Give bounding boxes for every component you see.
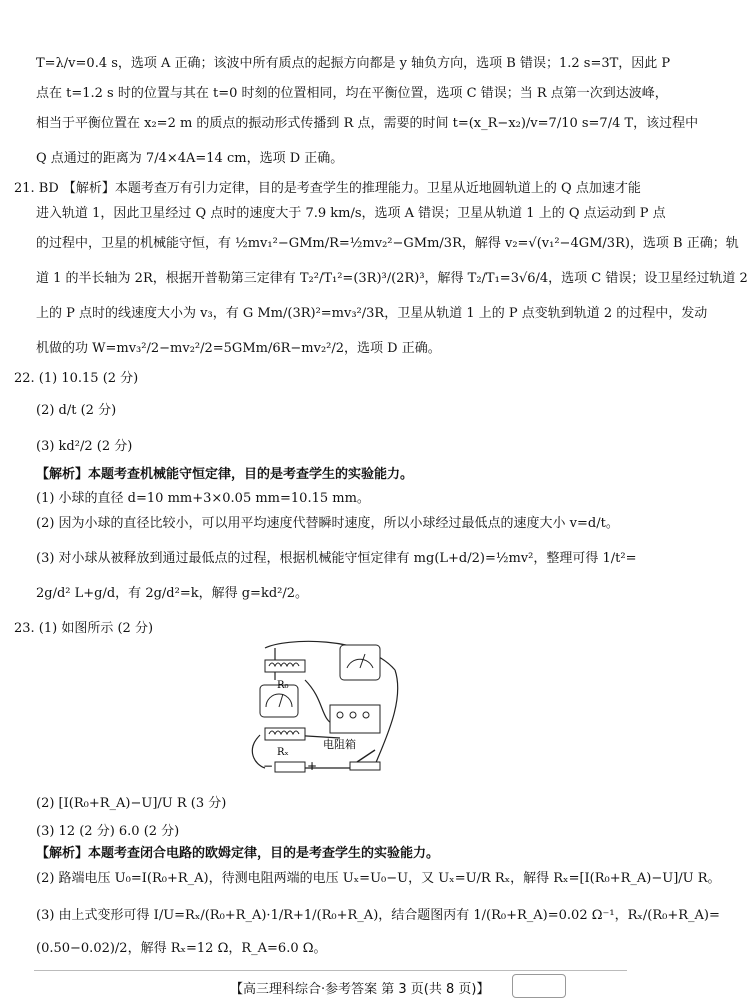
q21-line-1: 21. BD 【解析】本题考查万有引力定律，目的是考查学生的推理能力。卫星从近地圆轨道上的 Q 点加速才能	[14, 181, 641, 196]
q22-analysis-3: (3) 对小球从被释放到通过最低点的过程，根据机械能守恒定律有 mg(L+d/2)=½mv²，整理可得 1/t²=	[36, 551, 637, 566]
q23-answer-2: (2) [I(R₀+R_A)−U]/U R (3 分)	[36, 796, 227, 811]
q22-analysis-2: (2) 因为小球的直径比较小，可以用平均速度代替瞬时速度，所以小球经过最低点的速度大小 v=d/t。	[36, 516, 619, 531]
q22-analysis-4: 2g/d² L+g/d，有 2g/d²=k，解得 g=kd²/2。	[36, 586, 309, 601]
q21-line-6: 机做的功 W=mv₃²/2−mv₂²/2=5GMm/6R−mv₂²/2，选项 D 正确。	[36, 341, 441, 356]
q21-line-3: 的过程中，卫星的机械能守恒，有 ½mv₁²−GMm/R=½mv₂²−GMm/3R，解得 v₂=√(v₁²−4GM/3R)，选项 B 正确；轨	[36, 236, 739, 251]
q23-analysis-2: (3) 由上式变形可得 I/U=Rₓ/(R₀+R_A)·1/R+1/(R₀+R_A)，结合题图丙有 1/(R₀+R_A)=0.02 Ω⁻¹，Rₓ/(R₀+R_A)=	[36, 908, 720, 923]
text-line-1: T=λ/v=0.4 s，选项 A 正确；该波中所有质点的起振方向都是 y 轴负方向，选项 B 错误；1.2 s=3T，因此 P	[36, 56, 671, 71]
q23-answer-3: (3) 12 (2 分) 6.0 (2 分)	[36, 824, 180, 839]
label-rx: Rₓ	[277, 747, 289, 758]
label-r0: R₀	[277, 680, 289, 691]
q22-answer-3: (3) kd²/2 (2 分)	[36, 439, 133, 454]
page-footer: 【高三理科综合·参考答案 第 3 页(共 8 页)】	[230, 982, 490, 997]
text-line-2: 点在 t=1.2 s 时的位置与其在 t=0 时刻的位置相同，均在平衡位置，选项 C 错误；当 R 点第一次到达波峰，	[36, 86, 668, 101]
q21-line-5: 上的 P 点时的线速度大小为 v₃，有 G Mm/(3R)²=mv₃²/3R，卫星从轨道 1 上的 P 点变轨到轨道 2 的过程中，发动	[36, 306, 708, 321]
label-plus: +	[307, 759, 318, 773]
footer-box	[512, 974, 566, 998]
q23-analysis-heading: 【解析】本题考查闭合电路的欧姆定律，目的是考查学生的实验能力。	[36, 846, 440, 861]
label-resistor-box: 电阻箱	[323, 738, 356, 751]
q21-line-2: 进入轨道 1，因此卫星经过 Q 点时的速度大于 7.9 km/s，选项 A 错误；卫星从轨道 1 上的 Q 点运动到 P 点	[36, 206, 666, 221]
q23-analysis-3: (0.50−0.02)/2，解得 Rₓ=12 Ω，R_A=6.0 Ω。	[36, 941, 327, 956]
label-minus: −	[263, 759, 274, 773]
q23-analysis-1: (2) 路端电压 U₀=I(R₀+R_A)，待测电阻两端的电压 Uₓ=U₀−U，又 Uₓ=U/R Rₓ，解得 Rₓ=[I(R₀+R_A)−U]/U R。	[36, 871, 721, 886]
text-line-3: 相当于平衡位置在 x₂=2 m 的质点的振动形式传播到 R 点，需要的时间 t=(x_R−x₂)/v=7/10 s=7/4 T，该过程中	[36, 116, 699, 131]
q22-answer-1: 22. (1) 10.15 (2 分)	[14, 371, 139, 386]
circuit-diagram	[245, 640, 410, 780]
q22-analysis-heading: 【解析】本题考查机械能守恒定律，目的是考查学生的实验能力。	[36, 467, 414, 482]
q22-answer-2: (2) d/t (2 分)	[36, 403, 117, 418]
footer-divider	[34, 970, 627, 971]
q22-analysis-1: (1) 小球的直径 d=10 mm+3×0.05 mm=10.15 mm。	[36, 491, 370, 506]
q21-line-4: 道 1 的半长轴为 2R，根据开普勒第三定律有 T₂²/T₁²=(3R)³/(2R)³，解得 T₂/T₁=3√6/4，选项 C 错误；设卫星经过轨道 2	[36, 271, 748, 286]
q23-answer-1: 23. (1) 如图所示 (2 分)	[14, 621, 154, 636]
text-line-4: Q 点通过的距离为 7/4×4A=14 cm，选项 D 正确。	[36, 151, 344, 166]
